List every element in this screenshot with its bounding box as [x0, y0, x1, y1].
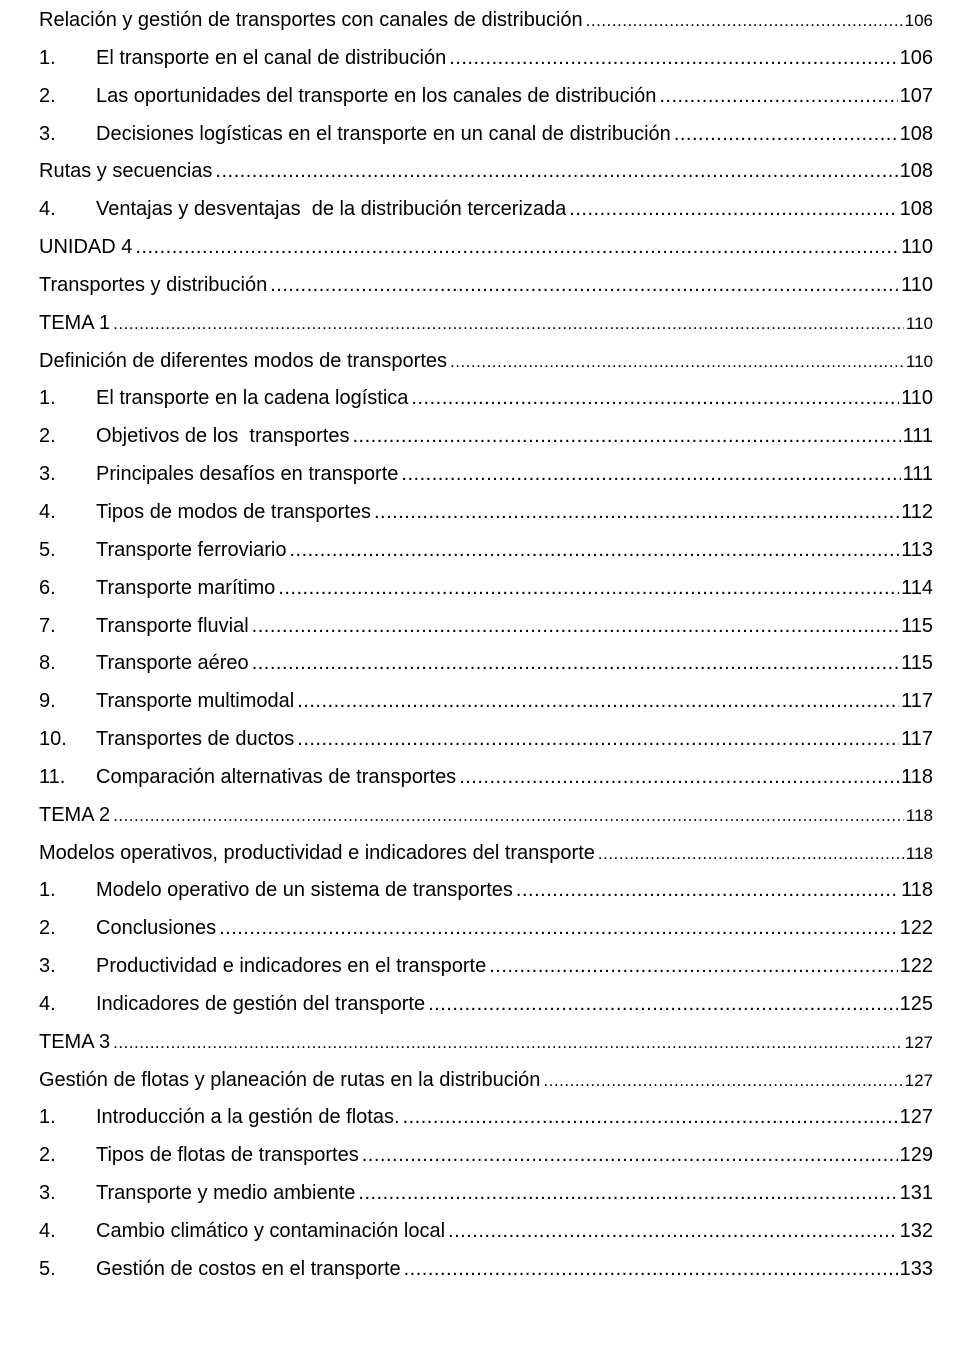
toc-entry[interactable] — [39, 153, 933, 191]
dot-leader — [450, 343, 904, 381]
toc-entry-page-number: 122 — [899, 955, 933, 978]
toc-entry-number: 1. — [39, 387, 56, 410]
toc-entry-number: 6. — [39, 576, 56, 599]
toc-entry-page-number: 122 — [899, 917, 933, 940]
toc-entry-number: 3. — [39, 1182, 56, 1205]
toc-entry-page-number: 115 — [901, 614, 933, 637]
dot-leader — [428, 986, 898, 1024]
dot-leader — [448, 1213, 898, 1251]
dot-leader — [459, 759, 899, 797]
toc-entry-title: Comparación alternativas de transportes — [96, 765, 457, 788]
dot-leader — [289, 532, 899, 570]
toc-entry-number: 2. — [39, 917, 56, 940]
toc-entry-page-number: 118 — [901, 765, 933, 788]
toc-entry-number: 9. — [39, 690, 56, 713]
toc-entry[interactable] — [39, 40, 933, 78]
toc-entry-title: Transporte ferroviario — [96, 538, 287, 561]
toc-entry[interactable] — [39, 1175, 933, 1213]
dot-leader — [674, 116, 898, 154]
toc-entry-page-number: 110 — [901, 273, 933, 296]
toc-entry-title: TEMA 1 — [39, 311, 111, 334]
toc-entry-title: Transportes de ductos — [96, 728, 295, 751]
toc-entry-title: Las oportunidades del transporte en los canales de distribución — [96, 84, 657, 107]
toc-entry-title: Cambio climático y contaminación local — [96, 1220, 446, 1242]
toc-entry[interactable] — [39, 456, 933, 494]
toc-entry-number: 3. — [39, 122, 56, 145]
toc-entry-title: Transporte aéreo — [96, 652, 249, 675]
toc-entry[interactable] — [39, 683, 933, 721]
toc-entry[interactable] — [39, 191, 933, 229]
toc-entry-title: Definición de diferentes modos de transportes — [39, 349, 448, 372]
toc-entry-title: Tipos de modos de transportes — [96, 500, 371, 523]
toc-entry-title: Transporte y medio ambiente — [96, 1182, 356, 1205]
toc-entry-number: 5. — [39, 1257, 56, 1280]
toc-entry-page-number: 118 — [905, 805, 933, 825]
dot-leader — [252, 645, 899, 683]
toc-entry-title: TEMA 3 — [39, 1030, 111, 1053]
dot-leader — [659, 78, 897, 116]
toc-entry-title: Transporte fluvial — [96, 614, 249, 637]
toc-entry-number: 4. — [39, 1220, 56, 1242]
toc-entry-page-number: 108 — [899, 198, 933, 221]
toc-entry-page-number: 132 — [899, 1220, 933, 1242]
toc-entry[interactable] — [39, 1137, 933, 1175]
dot-leader — [489, 948, 897, 986]
toc-entry-page-number: 110 — [905, 313, 933, 333]
toc-entry-title: Objetivos de los transportes — [96, 425, 350, 448]
toc-entry-page-number: 131 — [899, 1182, 933, 1205]
toc-entry-number: 2. — [39, 1144, 56, 1167]
dot-leader — [543, 1062, 902, 1100]
toc-entry-page-number: 117 — [901, 690, 933, 713]
toc-entry-page-number: 112 — [901, 500, 933, 523]
toc-entry-number: 7. — [39, 614, 56, 637]
dot-leader — [113, 1024, 902, 1062]
toc-entry[interactable] — [39, 78, 933, 116]
toc-entry[interactable] — [39, 797, 933, 835]
toc-entry-title: El transporte en la cadena logística — [96, 387, 409, 410]
dot-leader — [215, 153, 897, 191]
dot-leader — [113, 797, 904, 835]
toc-entry-page-number: 118 — [905, 843, 933, 863]
toc-entry[interactable] — [39, 608, 933, 646]
toc-entry-page-number: 108 — [899, 122, 933, 145]
dot-leader — [113, 305, 904, 343]
toc-entry-number: 11. — [39, 765, 66, 788]
toc-entry-page-number: 108 — [899, 160, 933, 183]
toc-entry-number: 2. — [39, 425, 56, 448]
dot-leader — [403, 1099, 898, 1137]
toc-entry[interactable] — [39, 645, 933, 683]
dot-leader — [135, 229, 899, 267]
toc-entry[interactable] — [39, 305, 933, 343]
toc-entry-title: Tipos de flotas de transportes — [96, 1144, 359, 1167]
toc-entry[interactable] — [39, 570, 933, 608]
toc-entry[interactable] — [39, 267, 933, 305]
toc-entry-page-number: 118 — [901, 879, 933, 902]
toc-entry-title: Gestión de flotas y planeación de rutas en la distribución — [39, 1068, 541, 1091]
toc-entry-number: 1. — [39, 1106, 56, 1129]
toc-entry-number: 1. — [39, 879, 56, 902]
dot-leader — [362, 1137, 898, 1175]
dot-leader — [404, 1251, 898, 1289]
toc-entry-number: 4. — [39, 992, 56, 1015]
toc-entry[interactable] — [39, 1251, 933, 1289]
toc-entry-title: Ventajas y desventajas de la distribución tercerizada — [96, 198, 567, 221]
toc-entry-page-number: 114 — [901, 576, 933, 599]
toc-entry-title: UNIDAD 4 — [39, 236, 133, 259]
dot-leader — [411, 380, 899, 418]
toc-entry-page-number: 129 — [899, 1144, 933, 1167]
toc-entry-page-number: 127 — [904, 1032, 933, 1052]
toc-entry[interactable] — [39, 116, 933, 154]
toc-entry-title: Transporte multimodal — [96, 690, 295, 713]
toc-entry[interactable] — [39, 759, 933, 797]
toc-entry[interactable] — [39, 910, 933, 948]
toc-entry-title: TEMA 2 — [39, 803, 111, 826]
toc-entry[interactable] — [39, 1062, 933, 1100]
toc-entry-page-number: 127 — [899, 1106, 933, 1129]
toc-entry-page-number: 117 — [901, 728, 933, 751]
toc-entry-page-number: 107 — [899, 84, 933, 107]
toc-entry-number: 5. — [39, 538, 56, 561]
toc-entry-title: Decisiones logísticas en el transporte en un canal de distribución — [96, 122, 671, 145]
toc-entry-title: Conclusiones — [96, 917, 217, 940]
toc-entry-number: 3. — [39, 463, 56, 486]
toc-entry-title: Principales desafíos en transporte — [96, 463, 399, 486]
toc-entry[interactable] — [39, 1213, 933, 1251]
toc-entry[interactable] — [39, 494, 933, 532]
toc-entry-page-number: 106 — [899, 46, 933, 69]
toc-entry-title: Relación y gestión de transportes con canales de distribución — [39, 9, 583, 31]
dot-leader — [374, 494, 899, 532]
toc-entry-title: Introducción a la gestión de flotas. — [96, 1106, 400, 1129]
toc-entry-title: Gestión de costos en el transporte — [96, 1257, 401, 1280]
dot-leader — [219, 910, 898, 948]
toc-entry[interactable] — [39, 2, 933, 40]
dot-leader — [297, 683, 899, 721]
toc-entry[interactable] — [39, 948, 933, 986]
toc-entry-number: 3. — [39, 955, 56, 978]
toc-entry-page-number: 133 — [899, 1257, 933, 1280]
toc-entry-title: Modelo operativo de un sistema de transportes — [96, 879, 513, 902]
toc-entry-page-number: 110 — [905, 351, 933, 371]
toc-entry[interactable] — [39, 872, 933, 910]
toc-entry-number: 1. — [39, 46, 56, 69]
toc-entry-page-number: 106 — [904, 11, 933, 30]
dot-leader — [252, 608, 899, 646]
toc-entry[interactable] — [39, 1024, 933, 1062]
toc-entry[interactable] — [39, 380, 933, 418]
toc-entry-page-number: 115 — [901, 652, 933, 675]
toc-entry-title: Indicadores de gestión del transporte — [96, 992, 426, 1015]
dot-leader — [297, 721, 899, 759]
toc-entry-page-number: 110 — [901, 236, 933, 259]
toc-entry[interactable] — [39, 418, 933, 456]
dot-leader — [586, 2, 903, 40]
toc-entry-page-number: 111 — [902, 425, 933, 448]
toc-entry[interactable] — [39, 343, 933, 381]
dot-leader — [569, 191, 897, 229]
toc-entry-number: 2. — [39, 84, 56, 107]
toc-entry-number: 10. — [39, 728, 67, 751]
toc-entry-page-number: 110 — [901, 387, 933, 410]
dot-leader — [352, 418, 900, 456]
dot-leader — [516, 872, 899, 910]
toc-entry-title: Rutas y secuencias — [39, 160, 213, 183]
toc-entry-page-number: 125 — [899, 992, 933, 1015]
toc-entry-number: 4. — [39, 500, 56, 523]
toc-entry-title: Transportes y distribución — [39, 273, 268, 296]
dot-leader — [270, 267, 899, 305]
table-of-contents — [39, 2, 933, 1289]
toc-entry[interactable] — [39, 532, 933, 570]
dot-leader — [358, 1175, 897, 1213]
toc-entry-title: Modelos operativos, productividad e indicadores del transporte — [39, 841, 595, 864]
toc-entry-number: 4. — [39, 198, 56, 221]
toc-entry-number: 8. — [39, 652, 56, 675]
toc-entry[interactable] — [39, 721, 933, 759]
toc-entry-title: Productividad e indicadores en el transporte — [96, 955, 487, 978]
toc-entry-page-number: 111 — [902, 463, 933, 486]
toc-entry[interactable] — [39, 1099, 933, 1137]
dot-leader — [598, 835, 904, 873]
dot-leader — [449, 40, 897, 78]
dot-leader — [401, 456, 900, 494]
toc-entry-title: El transporte en el canal de distribución — [96, 46, 447, 69]
toc-entry[interactable] — [39, 986, 933, 1024]
toc-entry-page-number: 127 — [904, 1070, 933, 1090]
dot-leader — [278, 570, 899, 608]
toc-entry-page-number: 113 — [901, 538, 933, 561]
toc-entry-title: Transporte marítimo — [96, 576, 276, 599]
toc-entry[interactable] — [39, 229, 933, 267]
toc-entry[interactable] — [39, 835, 933, 873]
